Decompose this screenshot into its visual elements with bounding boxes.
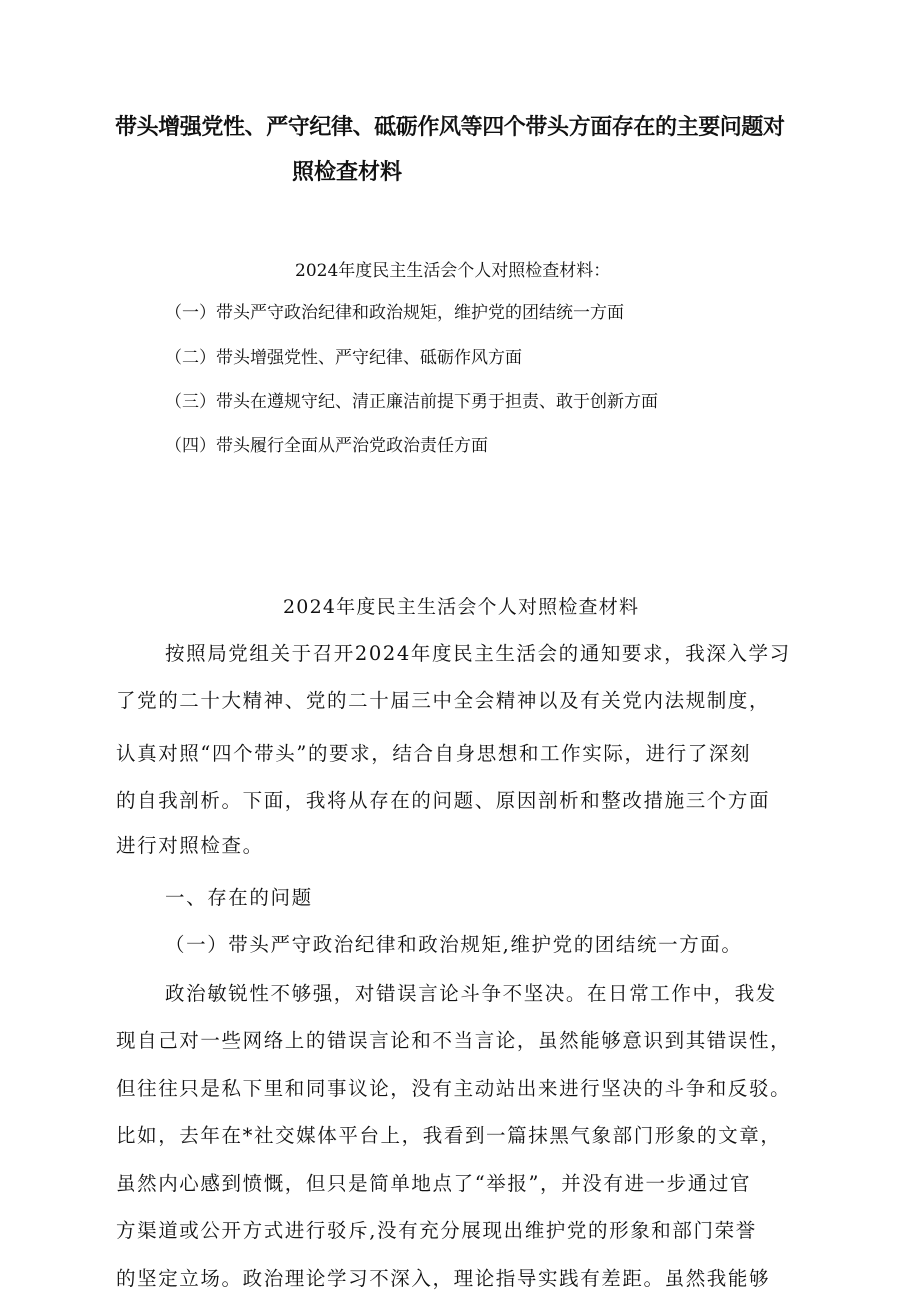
subsection-title-1: （一）带头严守政治纪律和政治规矩,维护党的团结统一方面。: [165, 933, 743, 956]
toc-heading: 2024年度民主生活会个人对照检查材料：: [295, 261, 611, 281]
paragraph-line-2: 现自己对一些网络上的错误言论和不当言论，虽然能够意识到其错误性，: [116, 1029, 792, 1052]
paragraph-line-1: 政治敏锐性不够强，对错误言论斗争不坚决。在日常工作中，我发: [165, 982, 777, 1005]
toc-item-1: （一）带头严守政治纪律和政治规矩，维护党的团结统一方面: [165, 303, 624, 323]
paragraph-line-4: 比如，去年在*社交媒体平台上，我看到一篇抹黑气象部门形象的文章，: [116, 1124, 782, 1147]
intro-line-1: 按照局党组关于召开2024年度民主生活会的通知要求，我深入学习: [165, 642, 791, 665]
intro-line-4: 的自我剖析。下面，我将从存在的问题、原因剖析和整改措施三个方面: [116, 789, 771, 812]
toc-item-3: （三）带头在遵规守纪、清正廉洁前提下勇于担责、敢于创新方面: [165, 392, 658, 412]
toc-item-4: （四）带头履行全面从严治党政治责任方面: [165, 436, 488, 456]
paragraph-line-6: 方渠道或公开方式进行驳斥,没有充分展现出维护党的形象和部门荣誉: [116, 1219, 757, 1242]
intro-line-5: 进行对照检查。: [116, 834, 264, 857]
paragraph-line-3: 但往往只是私下里和同事议论，没有主动站出来进行坚决的斗争和反驳。: [116, 1077, 792, 1100]
intro-line-2: 了党的二十大精神、党的二十届三中全会精神以及有关党内法规制度，: [116, 689, 771, 712]
paragraph-line-5: 虽然内心感到愤慨，但只是简单地点了“举报”，并没有进一步通过官: [116, 1172, 752, 1195]
section-heading: 2024年度民主生活会个人对照检查材料: [283, 596, 640, 618]
document-title-line-1: 带头增强党性、严守纪律、砥砺作风等四个带头方面存在的主要问题对: [115, 115, 785, 140]
section-title-problems: 一、存在的问题: [165, 886, 313, 909]
document-title-line-2: 照检查材料: [292, 160, 403, 185]
paragraph-line-7: 的坚定立场。政治理论学习不深入，理论指导实践有差距。虽然我能够: [116, 1267, 771, 1290]
toc-item-2: （二）带头增强党性、严守纪律、砥砺作风方面: [165, 348, 522, 368]
intro-line-3: 认真对照“四个带头”的要求，结合自身思想和工作实际，进行了深刻: [116, 742, 752, 765]
